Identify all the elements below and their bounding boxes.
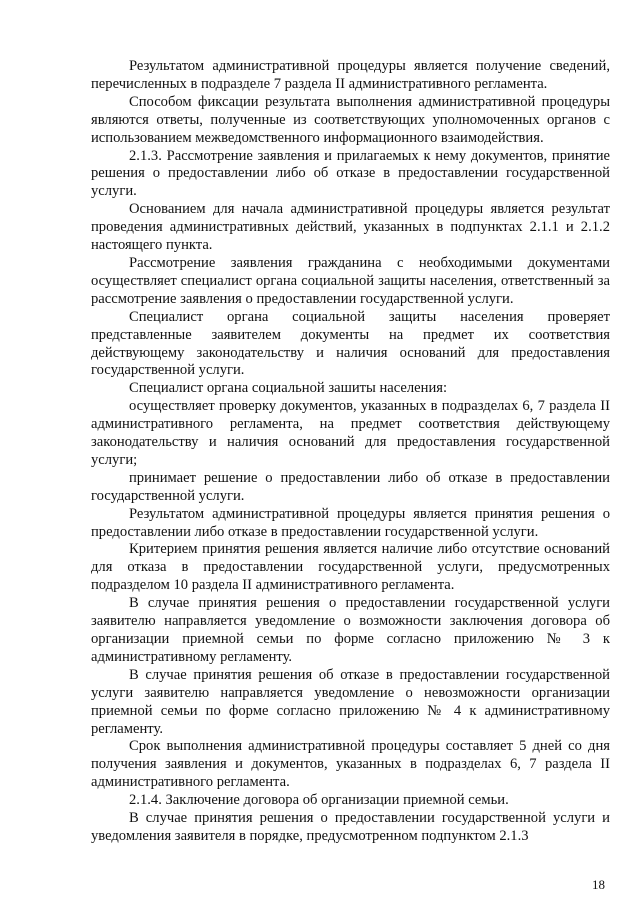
paragraph: Критерием принятия решения является наличие либо отсутствие оснований для отказа в предоставлении государственной услуги, предусмотренных подразделом 10 раздела II административного регламента. — [91, 541, 610, 594]
paragraph: Специалист органа социальной зашиты населения: — [129, 380, 448, 397]
paragraph: Результатом административной процедуры является получение сведений, перечисленных в подразделе 7 раздела II административного регламента. — [91, 58, 610, 92]
paragraph: В случае принятия решения об отказе в предоставлении государственной услуги заявителю направляется уведомление о невозможности организации приемной семьи по форме согласно приложению № 4 к административному регламенту. — [91, 666, 610, 737]
paragraph: Специалист органа социальной защиты населения проверяет представленные заявителем документы на предмет их соответствия действующему законодательству и наличия оснований для предоставления государственной услуги. — [91, 308, 610, 379]
list-item: осуществляет проверку документов, указанных в подразделах 6, 7 раздела II административного регламента, на предмет соответствия действующему законодательству и наличия оснований для предоставления государственной услуги; — [91, 398, 610, 468]
paragraph: Основанием для начала административной процедуры является результат проведения административных действий, указанных в подпунктах 2.1.1 и 2.1.2 настоящего пункта. — [91, 201, 610, 254]
paragraph: Способом фиксации результата выполнения административной процедуры являются ответы, полученные из соответствующих уполномоченных органов с использованием межведомственного информационного взаимодействия. — [91, 93, 610, 146]
paragraph: Результатом административной процедуры является принятия решения о предоставлении либо отказе в предоставлении государственной услуги. — [91, 505, 610, 540]
section-heading-2-1-4: 2.1.4. Заключение договора об организации приемной семьи. — [129, 792, 509, 809]
list-item: принимает решение о предоставлении либо об отказе в предоставлении государственной услуги. — [91, 469, 610, 504]
page-number: 18 — [592, 877, 605, 892]
paragraph: Рассмотрение заявления гражданина с необходимыми документами осуществляет специалист органа социальной защиты населения, ответственный за рассмотрение заявления о предоставлении государственной услуги. — [91, 254, 610, 307]
paragraph: Срок выполнения административной процедуры составляет 5 дней со дня получения заявления и документов, указанных в подразделах 6, 7 раздела II административного регламента. — [91, 738, 610, 791]
paragraph: В случае принятия решения о предоставлении государственной услуги и уведомления заявителя в порядке, предусмотренном подпунктом 2.1.3 — [91, 810, 610, 844]
paragraph: В случае принятия решения о предоставлении государственной услуги заявителю направляется уведомление о возможности заключения договора об организации приемной семьи по форме согласно приложению № 3 к административному регламенту. — [91, 595, 610, 665]
section-heading-2-1-3: 2.1.3. Рассмотрение заявления и прилагаемых к нему документов, принятие решения о предоставлении либо об отказе в предоставлении государственной услуги. — [91, 147, 610, 200]
body-text — [91, 58, 610, 846]
